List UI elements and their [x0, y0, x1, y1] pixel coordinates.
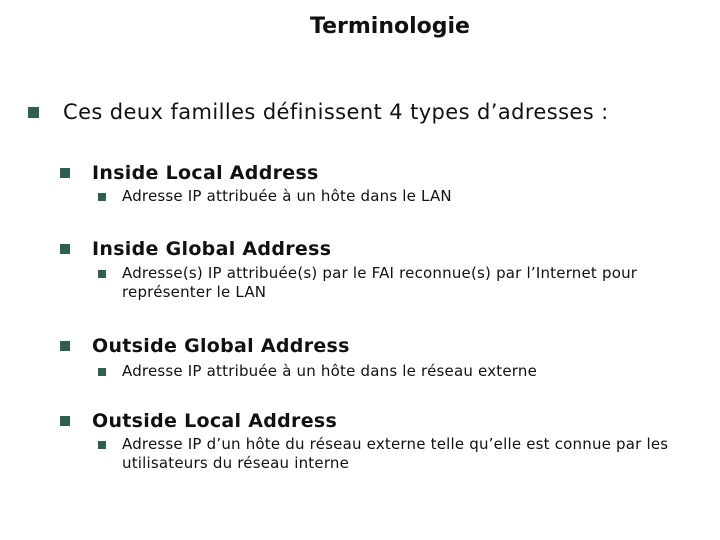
- address-type-label: Inside Local Address: [92, 162, 319, 184]
- square-bullet-icon: [60, 244, 70, 254]
- square-bullet-icon: [98, 441, 106, 449]
- address-type-description: [98, 435, 702, 473]
- intro-text: Ces deux familles définissent 4 types d’adresses :: [63, 100, 609, 124]
- address-type-detail: Adresse IP attribuée à un hôte dans le LAN: [122, 187, 452, 205]
- address-type-detail: Adresse(s) IP attribuée(s) par le FAI reconnue(s) par l’Internet pour représenter le LAN: [122, 264, 638, 301]
- square-bullet-icon: [28, 107, 39, 118]
- square-bullet-icon: [60, 341, 70, 351]
- address-type-heading: [60, 408, 337, 434]
- square-bullet-icon: [98, 270, 106, 278]
- address-type-heading: [60, 333, 350, 359]
- address-type-detail: Adresse IP attribuée à un hôte dans le réseau externe: [122, 362, 538, 380]
- address-type-label: Outside Local Address: [92, 410, 338, 432]
- address-type-heading: [60, 160, 319, 186]
- address-type-label: Inside Global Address: [92, 238, 332, 260]
- square-bullet-icon: [60, 416, 70, 426]
- intro-line: [28, 98, 609, 126]
- address-type-heading: [60, 236, 331, 262]
- address-type-detail: Adresse IP d’un hôte du réseau externe telle qu’elle est connue par les utilisateurs du réseau interne: [122, 435, 669, 472]
- address-type-description: [98, 264, 702, 302]
- address-type-description: [98, 187, 702, 206]
- address-type-label: Outside Global Address: [92, 335, 350, 357]
- square-bullet-icon: [98, 193, 106, 201]
- slide-title: Terminologie: [310, 14, 470, 39]
- address-type-description: [98, 362, 702, 381]
- square-bullet-icon: [60, 168, 70, 178]
- square-bullet-icon: [98, 368, 106, 376]
